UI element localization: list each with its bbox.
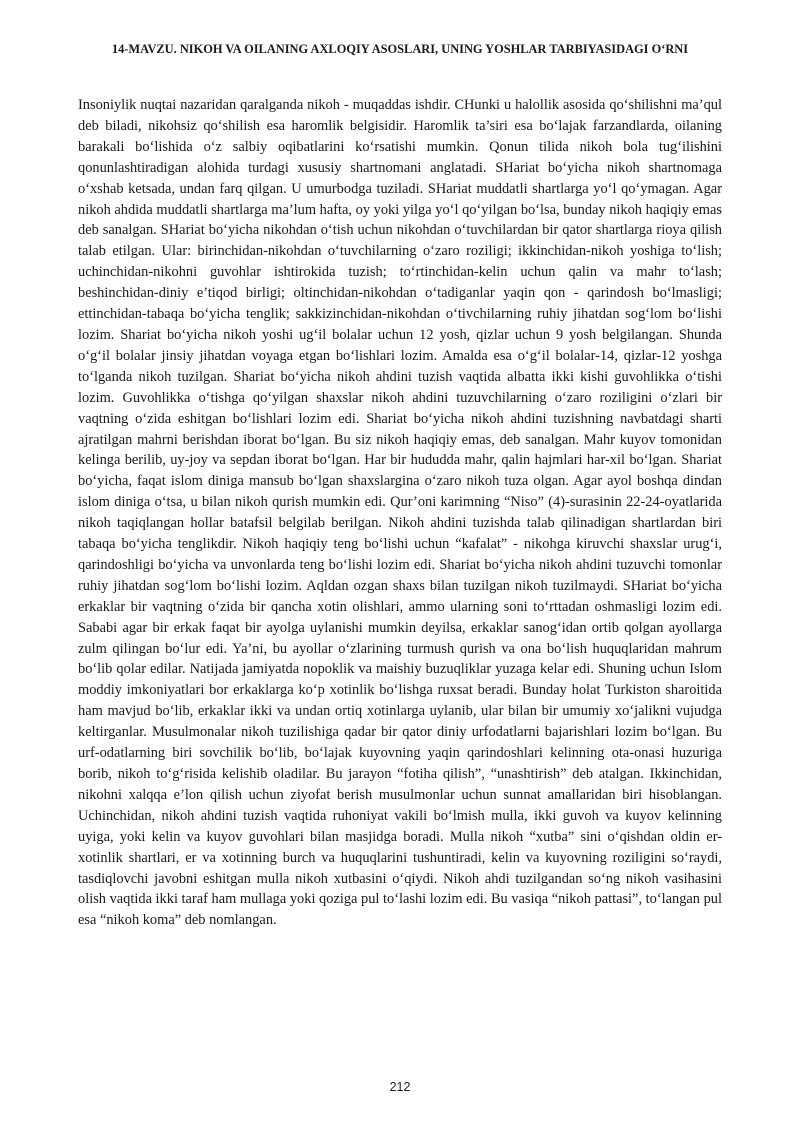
- running-header-title: 14-MAVZU. NIKOH VA OILANING AXLOQIY ASOSLARI, UNING YOSHLAR TARBIYASIDAGI O‘RNI: [111, 42, 689, 56]
- page-number: 212: [389, 1080, 411, 1094]
- body-paragraph: Insoniylik nuqtai nazaridan qaralganda nikoh - muqaddas ishdir. CHunki u halollik asosida qo‘shilishni ma’qul deb biladi, nikohsiz qo‘shilish esa haromlik belgisidir. Haromlik ta’siri esa bo‘lajak farzandlarda, oilaning barakali bo‘lishida o‘z salbiy oqibatlarini ko‘rsatishi mumkin. Qonun tilida nikoh bola tug‘ilishini qonunlashtiradigan alohida turdagi xususiy shartnomani anglatadi. SHariat bo‘yicha nikoh shartnomaga o‘xshab ketsada, undan farq qilgan. U umurbodga tuziladi. SHariat muddatli shartlarga yo‘l qo‘ymagan. Agar nikoh ahdida muddatli shartlarga ma’lum hafta, oy yoki yilga yo‘l qo‘yilgan bo‘lsa, bunday nikoh haqiqiy emas deb sanalgan. SHariat bo‘yicha nikohdan o‘tish uchun nikohdan o‘tuvchilardan bir qator shartlarga rioya qilish talab etilgan. Ular: birinchidan-nikohdan o‘tuvchilarning o‘zaro roziligi; ikkinchidan-nikoh yoshiga to‘lish; uchinchidan-nikohni guvohlar ishtirokida tuzish; to‘rtinchidan-kelin uchun qalin va mahr to‘lash; beshinchidan-diniy e’tiqod birligi; oltinchidan-nikohdan o‘tadiganlar yaqin qon - qarindosh bo‘lmasligi; ettinchidan-tabaqa bo‘yicha tenglik; sakkizinchidan-nikohdan o‘tivchilarning ruhiy jihatdan sog‘lom bo‘lishi lozim. Shariat bo‘yicha nikoh yoshi ug‘il bolalar uchun 12 yosh, qizlar uchun 9 yosh belgilangan. Shunda o‘g‘il bolalar jinsiy jihatdan voyaga etgan bo‘lishlari lozim. Amalda esa o‘g‘il bolalar-14, qizlar-12 yoshga to‘lganda nikoh tuzilgan. Shariat bo‘yicha nikoh ahdini tuzish vaqtida albatta ikki kishi guvohlikka o‘tishi lozim. Guvohlikka o‘tishga qo‘yilgan shaxslar nikoh ahdini tuzuvchilarning o‘zaro roziligini o‘zlari bir vaqtning o‘zida eshitgan bo‘lishlari lozim edi. Shariat bo‘yicha nikoh ahdini tuzishning navbatdagi sharti ajratilgan mahrni berishdan iborat bo‘lgan. Bu siz nikoh haqiqiy emas, deb sanalgan. Mahr kuyov tomonidan kelinga berilib, uy-joy va sepdan iborat bo‘lgan. Har bir hududda mahr, qalin hajmlari har-xil bo‘lgan. Shariat bo‘yicha, faqat islom diniga mansub bo‘lgan shaxslargina o‘zaro nikoh tuza olgan. Agar ayol boshqa dindan islom diniga o‘tsa, u bilan nikoh qurish mumkin edi. Qur’oni karimning “Niso” (4)-surasinin 22-24-oyatlarida nikoh taqiqlangan hollar batafsil belgilab berilgan. Nikoh ahdini tuzishda talab qilinadigan shartlardan biri tabaqa bo‘yicha tenglikdir. Nikoh haqiqiy teng bo‘lishi uchun “kafalat” - nikohga kiruvchi shaxslar urug‘i, qarindoshligi bo‘yicha va unvonlarda teng bo‘lishi lozim edi. Shariat bo‘yicha nikoh ahdini tuzuvchi tomonlar ruhiy jihatdan sog‘lom bo‘lishi lozim. Aqldan ozgan shaxs bilan tuzilgan nikoh tuzilmaydi. SHariat bo‘yicha erkaklar bir vaqtning o‘zida bir qancha xotin olishlari, ammo ularning soni to‘rttadan oshmasligi lozim edi. Sababi agar bir erkak faqat bir ayolga uylanishi mumkin deyilsa, erkaklar sanog‘idan ortib qolgan ayollarga zulm qilingan bo‘lur edi. Ya’ni, bu ayollar o‘zlarining turmush qurish va ona bo‘lish huquqlaridan mahrum bo‘lib qolar edilar. Natijada jamiyatda nopoklik va maishiy buzuqliklar yuzaga kelar edi. Shuning uchun Islom moddiy imkoniyatlari bor erkaklarga ko‘p xotinlik bo‘lishga ruxsat beradi. Bunday holat Turkiston sharoitida ham mavjud bo‘lib, erkaklar ikki va undan ortiq xotinlarga uylanib, ular bilan bir umumiy xo‘jalikni vujudga keltirganlar. Musulmonalar nikoh tuzilishiga qadar bir qator diniy urfodatlarni bajarishlari lozim bo‘lgan. Bu urf-odatlarning biri sovchilik bo‘lib, bo‘lajak kuyovning yaqin qarindoshlari kelinning ota-onasi huzuriga borib, nikoh to‘g‘risida kelishib oladilar. Bu jarayon “fotiha qilish”, “unashtirish” deb atalgan. Ikkinchidan, nikohni xalqqa e’lon qilish uchun ziyofat berish musulmonlar uchun sunnat amallaridan biri hisoblangan. Uchinchidan, nikoh ahdini tuzish vaqtida ruhoniyat vakili bo‘lmish mulla, ikki guvoh va kuyov kelinning uyiga, yoki kelin va kuyov guvohlari bilan masjidga boradi. Mulla nikoh “xutba” sini o‘qishdan oldin er-xotinlik shartlari, er va xotinning burch va huquqlarini tushuntiradi, kelin va kuyovning roziligini so‘raydi, tasdiqlovchi javobni eshitgan mulla nikoh xutbasini o‘qiydi. Nikoh ahdi tuzilgandan so‘ng nikoh vasihasini olish vaqtida ikki taraf ham mullaga yoki qoziga pul to‘lashi lozim edi. Bu vasiqa “nikoh pattasi”, to‘langan pul esa “nikoh koma” deb nomlangan.: [78, 97, 722, 929]
